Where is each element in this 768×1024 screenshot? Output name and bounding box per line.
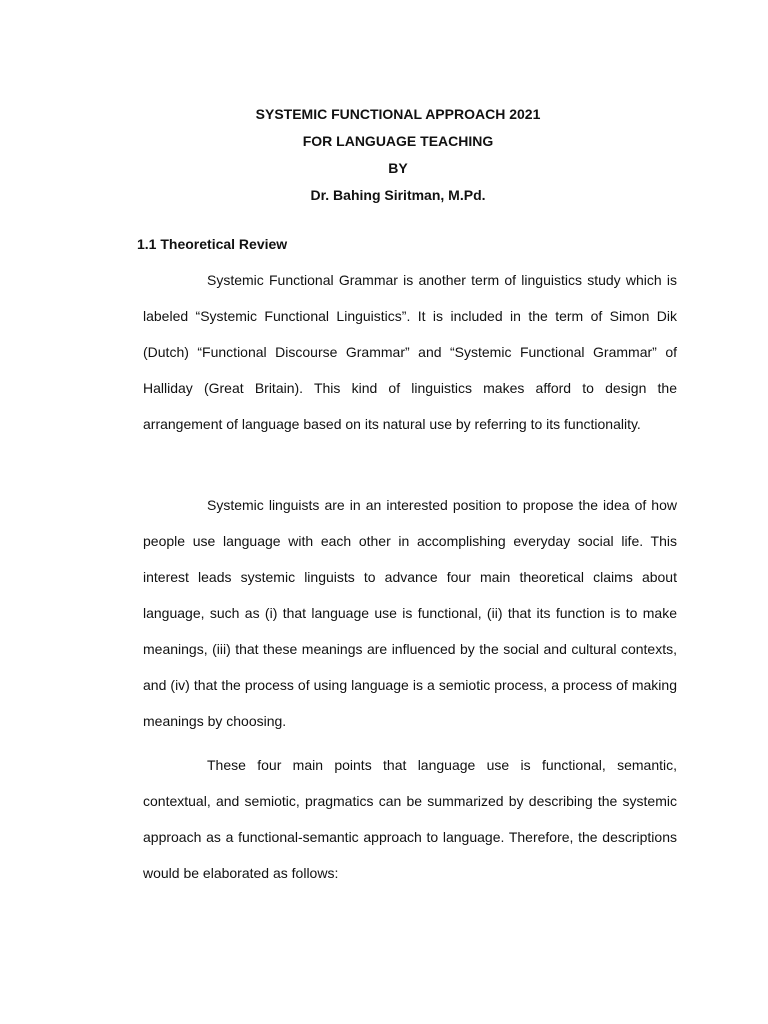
author-line: Dr. Bahing Siritman, M.Pd. (310, 187, 486, 203)
section-heading: 1.1 Theoretical Review (137, 236, 288, 252)
paragraph-3: These four main points that language use is functional, semantic, contextual, and semiotic, pragmatics can be summarized by describing the systemic approach as a functional-semantic approach to language. Therefore, the descriptions would be elaborated as follows: (143, 757, 677, 881)
paragraph-1: Systemic Functional Grammar is another term of linguistics study which is labeled “Systemic Functional Linguistics”. It is included in the term of Simon Dik (Dutch) “Functional Discourse Grammar” and “Systemic Functional Grammar” of Halliday (Great Britain). This kind of linguistics makes afford to design the arrangement of language based on its natural use by referring to its functionality. (143, 272, 677, 432)
document-title (0, 101, 768, 209)
title-line-2: FOR LANGUAGE TEACHING (302, 133, 494, 149)
title-line-1: SYSTEMIC FUNCTIONAL APPROACH 2021 (255, 106, 541, 122)
paragraph-2: Systemic linguists are in an interested position to propose the idea of how people use language with each other in accomplishing everyday social life. This interest leads systemic linguists to advance four main theoretical claims about language, such as (i) that language use is functional, (ii) that its function is to make meanings, (iii) that these meanings are influenced by the social and cultural contexts, and (iv) that the process of using language is a semiotic process, a process of making meanings by choosing. (143, 497, 677, 729)
title-line-3: BY (388, 160, 408, 176)
